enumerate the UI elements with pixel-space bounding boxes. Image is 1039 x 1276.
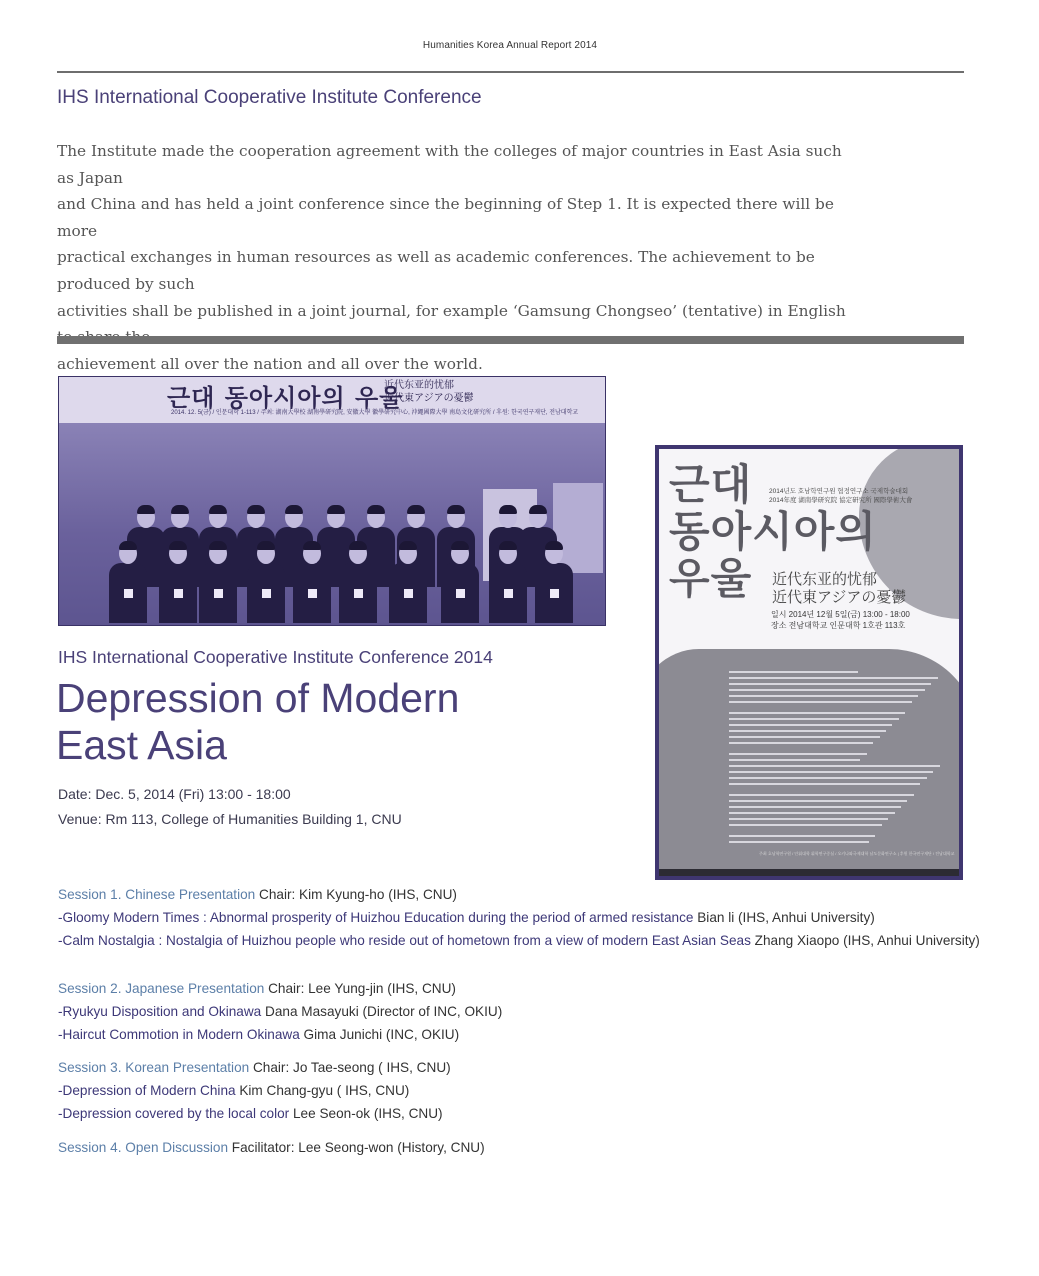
poster-program-line bbox=[729, 765, 940, 767]
poster-program-line bbox=[729, 777, 927, 779]
paper-title: -Haircut Commotion in Modern Okinawa bbox=[58, 1027, 300, 1042]
poster-program-line bbox=[729, 695, 918, 697]
poster-program-line bbox=[729, 794, 914, 796]
poster-event bbox=[769, 487, 912, 505]
poster-program-line bbox=[729, 718, 899, 720]
paper-speaker: Kim Chang-gyu ( IHS, CNU) bbox=[235, 1083, 410, 1098]
session-item bbox=[58, 910, 875, 925]
session-chair: Chair: Kim Kyung-ho (IHS, CNU) bbox=[255, 887, 457, 902]
poster-program-line bbox=[729, 812, 895, 814]
poster-title-line: 동아시아의 bbox=[669, 507, 877, 556]
paper-title: -Gloomy Modern Times : Abnormal prosperity of Huizhou Education during the period of armed resistance bbox=[58, 910, 694, 925]
conference-date: Date: Dec. 5, 2014 (Fri) 13:00 - 18:00 bbox=[58, 786, 291, 802]
paper-speaker: Lee Seon-ok (IHS, CNU) bbox=[289, 1106, 443, 1121]
poster-title-line: 근대 bbox=[669, 460, 753, 509]
session-heading bbox=[58, 887, 457, 902]
paper-title: -Depression covered by the local color bbox=[58, 1106, 290, 1121]
intro-line: The Institute made the cooperation agreement with the colleges of major countries in East Asia such as Japan bbox=[57, 142, 842, 187]
poster-date-line: 장소 전남대학교 인문대학 1호관 113호 bbox=[771, 621, 906, 630]
paper-speaker: Gima Junichi (INC, OKIU) bbox=[299, 1027, 460, 1042]
poster-program-line bbox=[729, 677, 938, 679]
poster-program-line bbox=[729, 736, 880, 738]
session-label: Session 2. Japanese Presentation bbox=[58, 981, 265, 996]
paper-title: -Calm Nostalgia : Nostalgia of Huizhou people who reside out of hometown from a view of modern East Asian Seas bbox=[58, 933, 751, 948]
poster-date-line: 일시 2014년 12월 5일(금) 13:00 - 18:00 bbox=[771, 610, 910, 619]
poster-program-line bbox=[729, 701, 912, 703]
paper-title: -Ryukyu Disposition and Okinawa bbox=[58, 1004, 262, 1019]
session-label: Session 3. Korean Presentation bbox=[58, 1060, 250, 1075]
poster-program-line bbox=[729, 800, 907, 802]
session-item bbox=[58, 1027, 459, 1042]
section-divider bbox=[57, 336, 964, 344]
session-label: Session 1. Chinese Presentation bbox=[58, 887, 256, 902]
conference-title-line: East Asia bbox=[56, 722, 227, 768]
poster-event-line: 2014年度 湖南學研究院 協定研究所 國際學術大會 bbox=[769, 497, 913, 504]
photo-banner bbox=[59, 377, 605, 423]
photo-banner-subtitle bbox=[384, 379, 474, 405]
poster-program bbox=[729, 671, 944, 847]
poster-program-line bbox=[729, 841, 869, 843]
session-heading bbox=[58, 981, 456, 996]
poster-subtitle-line: 近代東アジアの憂鬱 bbox=[772, 589, 907, 606]
group-photo bbox=[58, 376, 606, 626]
photo-banner-sub-line: 近代东亚的忧郁 bbox=[384, 380, 454, 391]
intro-line: practical exchanges in human resources as well as academic conferences. The achievement to be produced by such bbox=[57, 248, 815, 293]
intro-line: activities shall be published in a joint journal, for example ‘Gamsung Chongseo’ (tentative) in English bbox=[57, 301, 846, 320]
poster-program-line bbox=[729, 806, 901, 808]
intro-line: achievement all over the nation and all over the world. bbox=[57, 354, 483, 373]
poster-title-line: 우울 bbox=[669, 554, 753, 603]
paper-speaker: Zhang Xiaopo (IHS, Anhui University) bbox=[750, 933, 980, 948]
conference-poster bbox=[655, 445, 963, 880]
poster-subtitle-line: 近代东亚的忧郁 bbox=[772, 571, 878, 588]
session-chair: Chair: Jo Tae-seong ( IHS, CNU) bbox=[249, 1060, 451, 1075]
poster-event-line: 2014년도 호남학연구원 협정연구소 국제학술대회 bbox=[769, 488, 909, 495]
poster-program-line bbox=[729, 771, 933, 773]
running-head: Humanities Korea Annual Report 2014 bbox=[422, 40, 598, 51]
poster-program-line bbox=[729, 724, 892, 726]
session-chair: Chair: Lee Yung-jin (IHS, CNU) bbox=[264, 981, 456, 996]
intro-line: and China and has held a joint conference since the beginning of Step 1. It is expected there will be more bbox=[57, 195, 834, 240]
paper-speaker: Dana Masayuki (Director of INC, OKIU) bbox=[261, 1004, 503, 1019]
poster-program-line bbox=[729, 683, 931, 685]
conference-venue: Venue: Rm 113, College of Humanities Building 1, CNU bbox=[58, 811, 402, 827]
poster-footer: 주최 호남학연구원 / 안휘대학 휘학연구중심 / 오키나와국제대학 남도문화연구소 | 후원 한국연구재단 / 전남대학교 bbox=[759, 851, 955, 856]
poster-program-line bbox=[729, 818, 888, 820]
section-heading: IHS International Cooperative Institute Conference bbox=[57, 87, 482, 108]
poster-program-line bbox=[729, 759, 860, 761]
poster-program-line bbox=[729, 689, 925, 691]
photo-banner-info: 2014. 12. 5(금) / 인문대학 1-113 / 주최: 湖南大學校 湖南學研究院, 安徽大學 徽學研究中心, 沖繩國際大學 南島文化研究所 / 후원: 한국연구재단, 전남대학교 bbox=[171, 410, 579, 416]
poster-subtitle bbox=[772, 571, 906, 607]
session-heading bbox=[58, 1060, 451, 1075]
poster-program-line bbox=[729, 835, 875, 837]
session-item bbox=[58, 1083, 409, 1098]
poster-program-line bbox=[729, 783, 920, 785]
conference-title-line: Depression of Modern bbox=[56, 675, 460, 721]
session-item bbox=[58, 933, 980, 948]
photo-banner-sub-line: 近代東アジアの憂鬱 bbox=[384, 393, 474, 404]
paper-speaker: Bian li (IHS, Anhui University) bbox=[693, 910, 875, 925]
session-item bbox=[58, 1004, 502, 1019]
poster-program-line bbox=[729, 712, 905, 714]
poster-program-line bbox=[729, 730, 886, 732]
conference-title bbox=[56, 675, 576, 769]
session-heading bbox=[58, 1140, 485, 1155]
poster-datetime bbox=[771, 609, 910, 631]
photo-banner-title: 근대 동아시아의 우울 bbox=[167, 384, 404, 412]
poster-program-line bbox=[729, 742, 873, 744]
session-label: Session 4. Open Discussion bbox=[58, 1140, 229, 1155]
poster-program-line bbox=[729, 753, 867, 755]
poster-program-line bbox=[729, 824, 882, 826]
conference-kicker: IHS International Cooperative Institute Conference 2014 bbox=[58, 647, 493, 667]
poster-footer-band bbox=[655, 869, 963, 880]
paper-title: -Depression of Modern China bbox=[58, 1083, 236, 1098]
header-rule bbox=[57, 71, 964, 73]
session-chair: Facilitator: Lee Seong-won (History, CNU) bbox=[228, 1140, 485, 1155]
session-item bbox=[58, 1106, 443, 1121]
poster-program-line bbox=[729, 671, 858, 673]
